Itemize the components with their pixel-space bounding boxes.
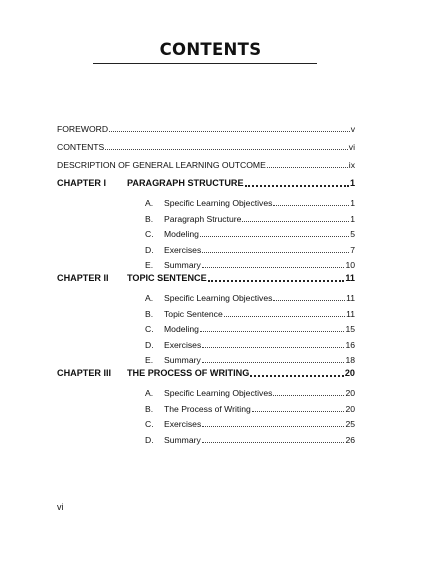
dot-leader (202, 442, 345, 443)
toc-subentry[interactable] (145, 258, 355, 272)
dot-leader (208, 280, 345, 282)
toc-subentry[interactable] (145, 196, 355, 210)
chapter-page: 11 (345, 273, 355, 283)
chapter-title: THE PROCESS OF WRITING (127, 368, 250, 378)
chapter-page: 20 (344, 368, 355, 378)
subentry-letter: C. (145, 324, 154, 334)
subentry-letter: A. (145, 198, 154, 208)
toc-subentry[interactable] (145, 227, 355, 241)
toc-subentry[interactable] (145, 291, 355, 305)
subentry-page: 15 (345, 324, 355, 334)
toc-entry[interactable] (57, 140, 355, 154)
toc-subentry[interactable] (145, 338, 355, 352)
subentry-page: 10 (345, 260, 355, 270)
chapter-title: TOPIC SENTENCE (127, 273, 207, 283)
subentry-page: 1 (350, 198, 355, 208)
toc-chapter-entry[interactable] (57, 366, 355, 380)
subentry-page: 1 (350, 213, 355, 224)
dot-leader (202, 267, 345, 268)
dot-leader (273, 395, 344, 396)
toc-subentry[interactable] (145, 433, 355, 447)
title-underline (93, 63, 317, 64)
toc-chapter-entry[interactable] (57, 271, 355, 285)
dot-leader (242, 221, 349, 222)
dot-leader (273, 205, 349, 206)
toc-subentry[interactable] (145, 307, 355, 321)
subentry-title: Paragraph Structure (164, 213, 242, 224)
subentry-page: 5 (350, 229, 355, 239)
subentry-page: 7 (350, 244, 355, 255)
chapter-label: CHAPTER I (57, 178, 107, 188)
dot-leader (273, 300, 345, 301)
subentry-letter: D. (145, 339, 154, 350)
subentry-letter: D. (145, 434, 154, 445)
subentry-page: 11 (346, 308, 355, 319)
toc-subentry[interactable] (145, 322, 355, 336)
dot-leader (200, 236, 349, 237)
subentry-title: Exercises (164, 339, 202, 350)
toc-entry-title: DESCRIPTION OF GENERAL LEARNING OUTCOME (57, 160, 266, 170)
dot-leader (105, 149, 348, 150)
toc-entry-page: vi (348, 142, 355, 152)
subentry-page: 26 (345, 434, 355, 445)
subentry-letter: D. (145, 244, 154, 255)
toc-entry[interactable] (57, 158, 355, 172)
subentry-letter: E. (145, 260, 154, 270)
chapter-page: 1 (349, 178, 355, 188)
subentry-letter: B. (145, 308, 154, 319)
chapter-label: CHAPTER III (57, 368, 112, 378)
toc-subentry[interactable] (145, 386, 355, 400)
dot-leader (202, 426, 344, 427)
subentry-title: Modeling (164, 229, 199, 239)
toc-entry-title: CONTENTS (57, 142, 105, 152)
chapter-label: CHAPTER II (57, 273, 109, 283)
subentry-title: Exercises (164, 244, 202, 255)
subentry-title: Modeling (164, 324, 199, 334)
dot-leader (109, 131, 350, 132)
dot-leader (267, 167, 348, 168)
toc-entry[interactable] (57, 122, 355, 136)
page-number: vi (57, 502, 64, 512)
dot-leader (250, 375, 344, 377)
subentry-page: 20 (345, 388, 355, 398)
chapter-title: PARAGRAPH STRUCTURE (127, 178, 244, 188)
toc-subentry[interactable] (145, 353, 355, 367)
dot-leader (252, 411, 345, 412)
subentry-title: Summary (164, 434, 201, 445)
subentry-letter: E. (145, 355, 154, 365)
subentry-title: Summary (164, 355, 201, 365)
page-title: CONTENTS (159, 40, 262, 59)
subentry-title: Summary (164, 260, 201, 270)
subentry-page: 25 (345, 419, 355, 429)
dot-leader (202, 362, 345, 363)
subentry-letter: C. (145, 229, 154, 239)
subentry-title: Exercises (164, 419, 202, 429)
subentry-title: Topic Sentence (164, 308, 223, 319)
toc-entry-title: FOREWORD (57, 124, 109, 134)
toc-entry-page: v (350, 124, 355, 134)
subentry-letter: A. (145, 293, 154, 303)
subentry-letter: A. (145, 388, 154, 398)
toc-subentry[interactable] (145, 417, 355, 431)
subentry-title: Specific Learning Objectives (164, 198, 273, 208)
toc-subentry[interactable] (145, 243, 355, 257)
toc-subentry[interactable] (145, 402, 355, 416)
subentry-letter: B. (145, 403, 154, 414)
subentry-page: 11 (346, 293, 355, 303)
toc-entry-page: ix (348, 160, 355, 170)
subentry-title: Specific Learning Objectives (164, 388, 273, 398)
dot-leader (202, 252, 349, 253)
subentry-letter: B. (145, 213, 154, 224)
dot-leader (224, 316, 345, 317)
subentry-letter: C. (145, 419, 154, 429)
subentry-title: The Process of Writing (164, 403, 251, 414)
subentry-page: 20 (345, 403, 355, 414)
dot-leader (245, 185, 349, 187)
toc-subentry[interactable] (145, 212, 355, 226)
dot-leader (200, 331, 345, 332)
subentry-page: 18 (345, 355, 355, 365)
toc-chapter-entry[interactable] (57, 176, 355, 190)
subentry-page: 16 (345, 339, 355, 350)
dot-leader (202, 347, 344, 348)
subentry-title: Specific Learning Objectives (164, 293, 273, 303)
